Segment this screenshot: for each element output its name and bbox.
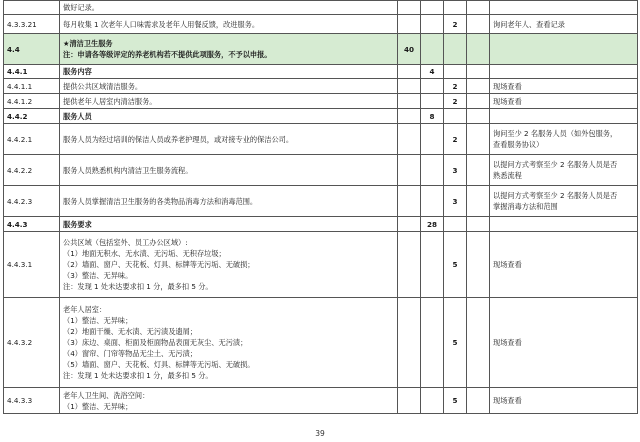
table-row bbox=[4, 94, 638, 109]
evaluation-method: 询问至少 2 名服务人员（如外包服务， 查看服务协议） bbox=[490, 124, 638, 155]
subsection-row bbox=[4, 109, 638, 124]
section-title-cell bbox=[60, 34, 398, 65]
subsection-score: 28 bbox=[421, 217, 444, 232]
evaluation-method: 现场查看 bbox=[490, 298, 638, 388]
table-row bbox=[4, 155, 638, 186]
item-description: 每月收集 1 次老年人口味需求及老年人用餐反馈，改进服务。 bbox=[60, 15, 398, 34]
section-title: ★清洁卫生服务 bbox=[63, 39, 113, 48]
evaluation-method: 询问老年人、查看记录 bbox=[490, 15, 638, 34]
item-description: 老年人卫生间、洗浴空间： （1）整洁、无异味； bbox=[60, 388, 398, 414]
table-row bbox=[4, 388, 638, 414]
item-score: 5 bbox=[444, 298, 467, 388]
item-number: 4.4.3.3 bbox=[4, 388, 60, 414]
item-description: 服务人员掌握清洁卫生服务的各类物品消毒方法和消毒范围。 bbox=[60, 186, 398, 217]
item-number: 4.4.3 bbox=[4, 217, 60, 232]
section-note: 注：申请各等级评定的养老机构若不提供此项服务，不予以申报。 bbox=[63, 50, 272, 59]
item-description: 公共区域（包括室外、员工办公区域）: （1）地面无积水、无水渍、无污垢、无积存垃圾； （2）墙面、窗户、天花板、灯具、标牌等无污垢、无破损； （3）整洁、无异味。 注：发现 1 处未达要求扣 1 分，最多扣 5 分。 bbox=[60, 232, 398, 298]
item-number: 4.4.1 bbox=[4, 65, 60, 79]
item-number: 4.4.2.2 bbox=[4, 155, 60, 186]
item-number: 4.4.2.3 bbox=[4, 186, 60, 217]
item-description: 老年人居室： （1）整洁、无异味； （2）地面干燥、无水渍、无污渍及遗屑； （3）床边、桌面、柜面及柜面物品表面无灰尘、无污渍； （4）窗帘、门帘等物品无尘土、无污渍； （5）墙面、窗户、天花板、灯具、标牌等无污垢、无破损。 注：发现 1 处未达要求扣 1 分，最多扣 5 分。 bbox=[60, 298, 398, 388]
evaluation-method bbox=[490, 1, 638, 15]
evaluation-method: 现场查看 bbox=[490, 388, 638, 414]
section-score: 40 bbox=[398, 34, 421, 65]
item-description: 提供公共区域清洁服务。 bbox=[60, 79, 398, 94]
table-row bbox=[4, 15, 638, 34]
evaluation-method: 现场查看 bbox=[490, 94, 638, 109]
section-header-row bbox=[4, 34, 638, 65]
item-description: 提供老年人居室内清洁服务。 bbox=[60, 94, 398, 109]
evaluation-method: 现场查看 bbox=[490, 79, 638, 94]
item-number: 4.4.3.1 bbox=[4, 232, 60, 298]
item-number: 4.4.3.2 bbox=[4, 298, 60, 388]
item-description: 服务人员熟悉机构内清洁卫生服务流程。 bbox=[60, 155, 398, 186]
table-row bbox=[4, 79, 638, 94]
table-row bbox=[4, 1, 638, 15]
subsection-row bbox=[4, 65, 638, 79]
item-score: 3 bbox=[444, 155, 467, 186]
table-row bbox=[4, 232, 638, 298]
item-score: 5 bbox=[444, 232, 467, 298]
evaluation-standard-table bbox=[3, 0, 638, 414]
item-score: 2 bbox=[444, 79, 467, 94]
item-number: 4.4.1.2 bbox=[4, 94, 60, 109]
item-score: 2 bbox=[444, 124, 467, 155]
item-score: 3 bbox=[444, 186, 467, 217]
table-row bbox=[4, 186, 638, 217]
evaluation-method: 现场查看 bbox=[490, 232, 638, 298]
item-number bbox=[4, 1, 60, 15]
item-score: 2 bbox=[444, 15, 467, 34]
subsection-title: 服务人员 bbox=[60, 109, 398, 124]
item-number: 4.4.1.1 bbox=[4, 79, 60, 94]
item-description: 做好记录。 bbox=[60, 1, 398, 15]
item-description: 服务人员为经过培训的保洁人员或养老护理员，或对接专业的保洁公司。 bbox=[60, 124, 398, 155]
evaluation-method: 以提问方式考察至少 2 名服务人员是否 熟悉流程 bbox=[490, 155, 638, 186]
subsection-title: 服务要求 bbox=[60, 217, 398, 232]
item-number: 4.3.3.21 bbox=[4, 15, 60, 34]
table-row bbox=[4, 124, 638, 155]
page-number: 39 bbox=[315, 429, 325, 438]
item-score: 5 bbox=[444, 388, 467, 414]
section-number: 4.4 bbox=[4, 34, 60, 65]
table-row bbox=[4, 298, 638, 388]
item-number: 4.4.2.1 bbox=[4, 124, 60, 155]
subsection-row bbox=[4, 217, 638, 232]
subsection-score: 4 bbox=[421, 65, 444, 79]
item-number: 4.4.2 bbox=[4, 109, 60, 124]
subsection-score: 8 bbox=[421, 109, 444, 124]
evaluation-method: 以提问方式考察至少 2 名服务人员是否 掌握消毒方法和范围 bbox=[490, 186, 638, 217]
item-score: 2 bbox=[444, 94, 467, 109]
subsection-title: 服务内容 bbox=[60, 65, 398, 79]
